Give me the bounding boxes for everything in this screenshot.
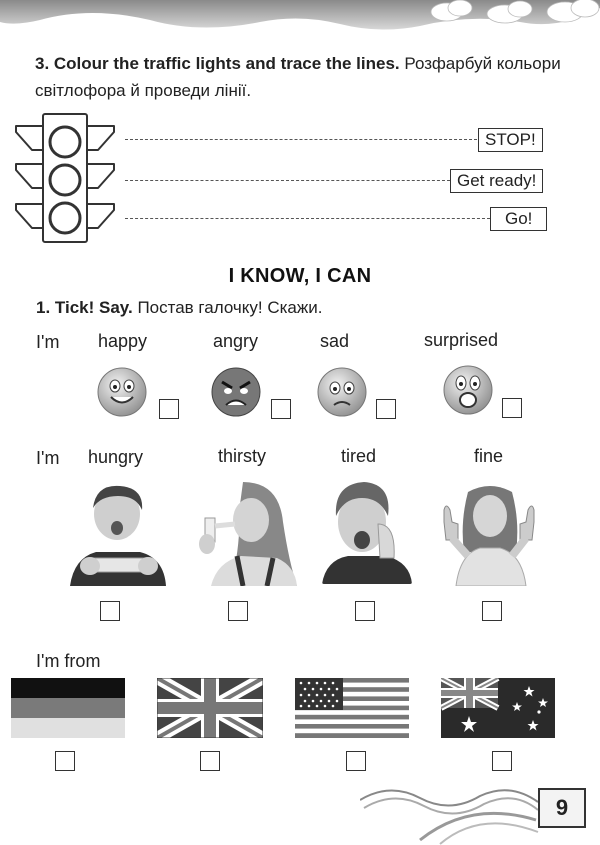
label-go: Go! bbox=[490, 207, 547, 231]
happy-face-icon bbox=[96, 366, 148, 418]
checkbox-happy[interactable] bbox=[159, 399, 179, 419]
checkbox-australia[interactable] bbox=[492, 751, 512, 771]
checkbox-tired[interactable] bbox=[355, 601, 375, 621]
surprised-face-icon bbox=[442, 364, 494, 416]
sad-face-icon bbox=[316, 366, 368, 418]
trace-line-stop[interactable] bbox=[125, 139, 477, 140]
word-sad: sad bbox=[320, 331, 350, 351]
word-happy: happy bbox=[98, 331, 148, 351]
checkbox-germany[interactable] bbox=[55, 751, 75, 771]
section-title: I KNOW, I CAN bbox=[228, 265, 372, 287]
trace-line-go[interactable] bbox=[125, 218, 490, 219]
word-tired: tired bbox=[341, 446, 377, 466]
uk-flag-icon bbox=[157, 678, 263, 738]
checkbox-hungry[interactable] bbox=[100, 601, 120, 621]
exercise-3-title: 3. Colour the traffic lights and trace the lines. bbox=[35, 54, 400, 73]
feelings-row-label: I'm bbox=[36, 332, 60, 352]
word-angry: angry bbox=[213, 331, 259, 351]
hungry-boy-photo bbox=[66, 482, 170, 586]
label-get-ready: Get ready! bbox=[450, 169, 543, 193]
countries-row-label: I'm from bbox=[36, 651, 101, 671]
thirsty-girl-photo bbox=[191, 482, 301, 586]
checkbox-fine[interactable] bbox=[482, 601, 502, 621]
states-row-label: I'm bbox=[36, 448, 60, 468]
exercise-3-heading bbox=[35, 50, 565, 104]
angry-face-icon bbox=[210, 366, 262, 418]
word-hungry: hungry bbox=[88, 447, 144, 467]
australia-flag-icon bbox=[441, 678, 555, 738]
page-number: 9 bbox=[538, 788, 586, 828]
usa-flag-icon bbox=[295, 678, 409, 738]
exercise-3-instruction: Розфарбуй кольори світлофора й проведи лінії. bbox=[35, 54, 561, 100]
exercise-1-heading bbox=[36, 298, 322, 318]
checkbox-surprised[interactable] bbox=[502, 398, 522, 418]
germany-flag-icon bbox=[11, 678, 125, 738]
exercise-1-instruction: Постав галочку! Скажи. bbox=[137, 298, 323, 317]
checkbox-thirsty[interactable] bbox=[228, 601, 248, 621]
checkbox-angry[interactable] bbox=[271, 399, 291, 419]
trace-line-get-ready[interactable] bbox=[125, 180, 450, 181]
label-stop: STOP! bbox=[478, 128, 543, 152]
word-fine: fine bbox=[474, 446, 504, 466]
word-surprised: surprised bbox=[424, 330, 499, 350]
fine-girl-photo bbox=[434, 482, 546, 586]
tired-boy-photo bbox=[322, 480, 412, 584]
checkbox-uk[interactable] bbox=[200, 751, 220, 771]
exercise-1-title: 1. Tick! Say. bbox=[36, 298, 133, 317]
traffic-light-icon[interactable] bbox=[10, 112, 120, 244]
checkbox-sad[interactable] bbox=[376, 399, 396, 419]
checkbox-usa[interactable] bbox=[346, 751, 366, 771]
header-clouds-decoration bbox=[0, 0, 600, 34]
word-thirsty: thirsty bbox=[218, 446, 267, 466]
